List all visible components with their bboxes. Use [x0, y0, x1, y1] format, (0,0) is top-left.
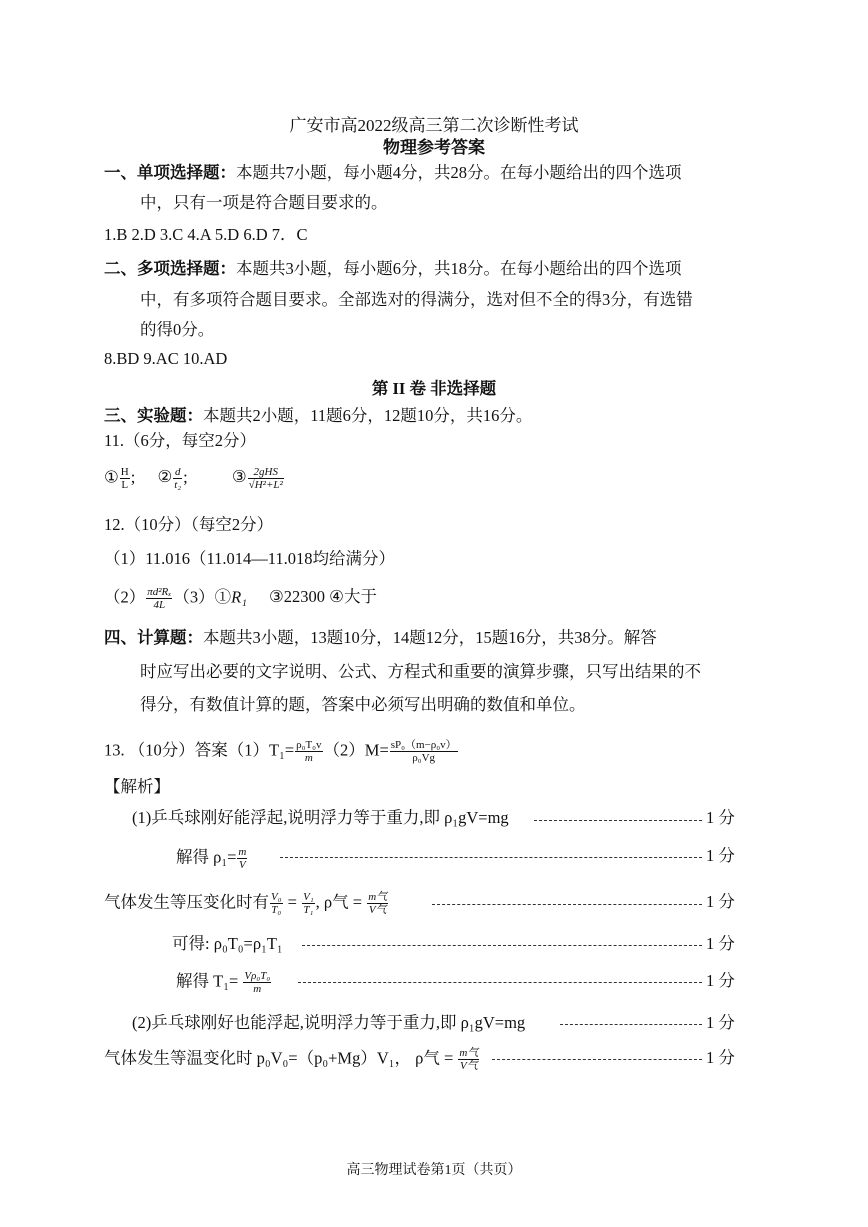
q13-a2-fraction	[390, 739, 458, 764]
analysis-l3-den2: T₁	[303, 904, 314, 916]
analysis-l5	[176, 970, 272, 995]
sec2-text3: 的得0分。	[140, 320, 215, 339]
sec1-text1: 本题共7小题，每小题4分，共28分。在每小题给出的四个选项	[236, 163, 682, 182]
analysis-l5-num: Vρ₀T₀	[244, 970, 271, 982]
dot-leader	[560, 1024, 702, 1025]
q13-a1-num: ρ₀T₀v	[296, 739, 322, 751]
part2-heading: 第 II 卷 非选择题	[371, 379, 497, 398]
analysis-l3-den3: V气	[368, 904, 387, 916]
sec1-answers: 1.B 2.D 3.C 4.A 5.D 6.D 7．C	[104, 225, 308, 244]
q12-part2-den: 4L	[153, 599, 166, 611]
q11-a1-fraction	[120, 466, 130, 491]
analysis-l5-label: 解得 T₁=	[176, 971, 243, 991]
analysis-l2	[176, 846, 248, 871]
score-1: 1 分	[706, 808, 735, 827]
q12-part2-fraction	[146, 586, 172, 611]
sec2-text1: 本题共3小题，每小题6分，共18分。在每小题给出的四个选项	[236, 259, 682, 278]
analysis-l6: (2)乒乓球刚好也能浮起,说明浮力等于重力,即 ρ₁gV=mg	[132, 1013, 526, 1032]
score-2: 1 分	[706, 846, 735, 865]
analysis-l2-label: 解得 ρ₁=	[176, 847, 237, 867]
q11-a1-den: L	[121, 479, 129, 491]
analysis-l2-den: V	[239, 859, 246, 871]
q11-a2-num: d	[174, 466, 181, 478]
q11-a2-fraction	[173, 466, 182, 491]
sec1-text2: 中，只有一项是符合题目要求的。	[140, 193, 388, 212]
analysis-l1: (1)乒乓球刚好能浮起,说明浮力等于重力,即 ρ₁gV=mg	[132, 808, 509, 827]
q11-a2-den: t₂	[174, 479, 182, 491]
analysis-l2-fraction	[237, 846, 247, 871]
sec3-heading: 三、实验题：	[104, 406, 203, 425]
analysis-l4: 可得: ρ₀T₀=ρ₁T₁	[172, 934, 283, 953]
q11-a3-den: √H²+L²	[248, 479, 283, 491]
dot-leader	[302, 945, 702, 946]
analysis-l3-rho: , ρ气 =	[315, 892, 367, 912]
sec1-heading: 一、单项选择题：	[104, 163, 236, 182]
q13-head: 13. （10分）答案（1）T₁=	[104, 740, 295, 760]
sec4-text2: 时应写出必要的文字说明、公式、方程式和重要的演算步骤，只写出结果的不	[140, 662, 701, 681]
sec4-line1	[104, 627, 657, 649]
sec2-text2: 中，有多项符合题目要求。全部选对的得满分，选对但不全的得3分，有选错	[140, 290, 693, 309]
analysis-l3-frac3	[367, 891, 388, 916]
analysis-l3-den1: T₀	[271, 904, 282, 916]
sec1-line1	[104, 162, 682, 184]
q11-a3-fraction	[248, 466, 284, 491]
sec2-line1	[104, 258, 682, 280]
q11-a3-num: 2gHS	[248, 466, 284, 479]
q12-part2	[104, 586, 377, 611]
analysis-l5-den: m	[253, 983, 262, 995]
dot-leader	[280, 857, 702, 858]
q11-answers: ① $\frac{H}{L}$ ; ② $\frac{d}{\text{t₂}}$ ; ③ $\frac{\text{2gHS}}{\text{√H²+L²}}$	[104, 466, 283, 491]
q11-title: 11.（6分，每空2分）	[104, 431, 257, 450]
analysis-l7-num: m气	[459, 1047, 479, 1059]
analysis-l3-num3: m气	[368, 891, 388, 903]
analysis-l3-frac1	[270, 891, 283, 916]
q13-a1-fraction	[295, 739, 322, 764]
score-4: 1 分	[706, 934, 735, 953]
q12-part2-label: （2）	[104, 587, 146, 607]
exam-subtitle: 物理参考答案	[383, 138, 485, 157]
dot-leader	[492, 1059, 702, 1060]
sec4-text3: 得分，有数值计算的题，答案中必须写出明确的数值和单位。	[140, 695, 586, 714]
analysis-l3-num2: V₁	[303, 891, 314, 903]
q13-a2-den: ρ₀Vg	[412, 752, 436, 764]
analysis-l2-num: m	[238, 846, 247, 858]
dot-leader	[432, 904, 702, 905]
q11-a1-num: H	[120, 466, 129, 478]
analysis-l7-fraction	[458, 1047, 479, 1072]
dot-leader	[298, 982, 702, 983]
q12-part2-num: πd²Rₓ	[147, 586, 172, 598]
score-5: 1 分	[706, 971, 735, 990]
dot-leader	[534, 820, 702, 821]
sec2-heading: 二、多项选择题：	[104, 259, 236, 278]
score-3: 1 分	[706, 892, 735, 911]
analysis-l7	[104, 1047, 480, 1072]
page-footer: 高三物理试卷第1页（共页）	[346, 1163, 522, 1178]
score-7: 1 分	[706, 1048, 735, 1067]
q12-r1: R₁	[231, 587, 247, 607]
q13-a1-den: m	[304, 752, 313, 764]
sec3-text: 本题共2小题，11题6分，12题10分，共16分。	[203, 406, 533, 425]
q12-rest: ③22300 ④大于	[268, 587, 377, 607]
analysis-l3-label: 气体发生等压变化时有	[104, 892, 269, 912]
sec4-text1: 本题共3小题，13题10分，14题12分，15题16分，共38分。解答	[203, 628, 657, 647]
score-6: 1 分	[706, 1013, 735, 1032]
analysis-l3-num1: V₀	[271, 891, 282, 903]
analysis-l5-fraction	[243, 970, 271, 995]
sec3-line1	[104, 405, 532, 427]
q13-a2-num: sP₀（m−ρ₀v）	[390, 739, 457, 751]
analysis-l7-den: V气	[460, 1060, 478, 1072]
q12-title: 12.（10分）（每空2分）	[104, 515, 274, 534]
q12-part1: （1）11.016（11.014—11.018均给满分）	[104, 549, 396, 568]
q11-a3-mark: ③	[231, 467, 247, 487]
analysis-label: 【解析】	[104, 777, 170, 796]
q13-mid: （2）M=	[323, 740, 389, 760]
analysis-l3	[104, 891, 389, 916]
q13-answer	[104, 739, 459, 764]
analysis-l3-eq: =	[283, 892, 302, 912]
q11-a1-mark: ①	[104, 467, 119, 487]
sec4-heading: 四、计算题：	[104, 628, 203, 647]
exam-title: 广安市高2022级高三第二次诊断性考试	[289, 116, 579, 135]
q12-part3-label: （3）①	[173, 587, 232, 607]
q11-a2-mark: ②	[157, 467, 173, 487]
sec2-answers: 8.BD 9.AC 10.AD	[104, 349, 228, 368]
analysis-l3-frac2	[302, 891, 315, 916]
analysis-l7-text: 气体发生等温变化时 p₀V₀=（p₀+Mg）V₁， ρ气 =	[104, 1048, 458, 1068]
